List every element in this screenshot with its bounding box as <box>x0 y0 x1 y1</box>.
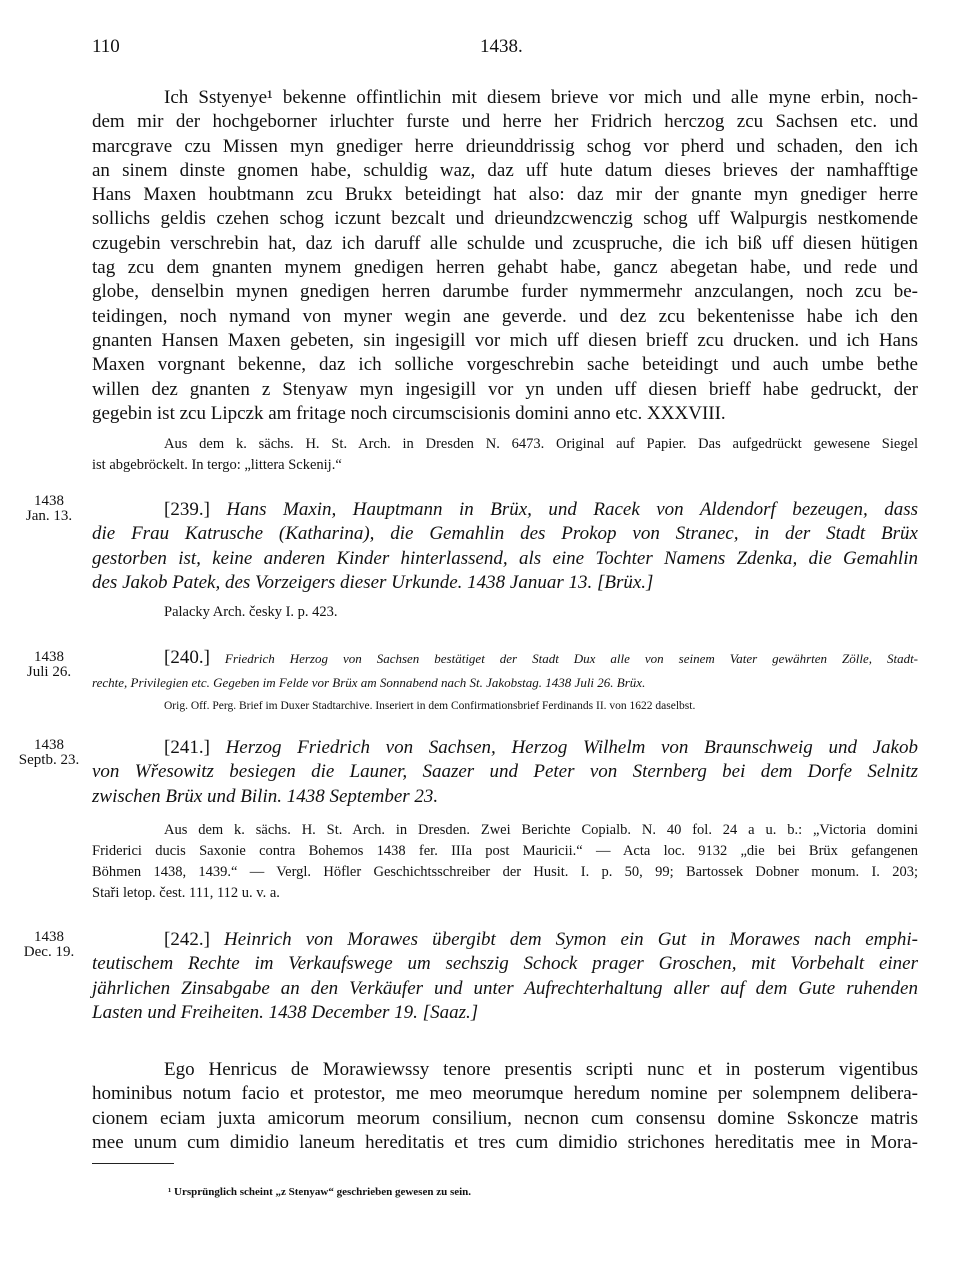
page-number: 110 <box>92 36 120 57</box>
text-line: teidingen, noch nymand von myner wegin ane geverde. und dez zcu bekentenisse habe ich den <box>92 305 918 327</box>
page-year: 1438. <box>480 36 523 57</box>
text-line: willen dez gnanten z Stenyaw myn ingesigill vor yn unden uff diesen brieff habe gedruckt, der <box>92 378 918 400</box>
entry-242-summary <box>92 928 918 1025</box>
source-line: Aus dem k. sächs. H. St. Arch. in Dresden. Zwei Berichte Copialb. N. 40 fol. 24 a u. b.: „Victoria domini <box>164 822 918 838</box>
entry-241-source <box>92 820 918 904</box>
source-line: Orig. Off. Perg. Brief im Duxer Stadtarchive. Inseriert in dem Confirmationsbrief Ferdinands II. von 1622 daselbst. <box>164 700 696 712</box>
text-line: an sinem dinste gnomen habe, schuldig waz, daz uff hute datum dieses brieves der namhafftige <box>92 159 918 181</box>
text-line: Ego Henricus de Morawiewssy tenore presentis scripti nunc et in posterum vigentibus <box>164 1059 918 1080</box>
summary-line: Herzog Friedrich von Sachsen, Herzog Wilhelm von Braunschweig und Jakob <box>225 737 918 758</box>
text-line: Ich Sstyenye¹ bekenne offintlichin mit diesem brieve vor mich und alle myne erbin, noch- <box>164 87 918 108</box>
source-line: Böhmen 1438, 1439.“ — Vergl. Höfler Geschichtsschreiber der Husit. I. p. 50, 99; Bartossek Dobner monum. I. 203; <box>92 864 918 880</box>
source-line: ist abgebröckelt. In tergo: „littera Sckenij.“ <box>92 457 342 473</box>
text-line: dem mir der hochgeborner irluchter furste und herre her Fridrich herczog zcu Sachsen etc. und <box>92 111 918 133</box>
summary-line: gestorben ist, keine anderen Kinder hinterlassend, als eine Tochter Namens Zdenka, die Gemahlin <box>92 547 918 569</box>
text-line: marcgrave czu Missen myn gnediger herre drieunddrissig schog vor pherd und schaden, den ich <box>92 135 918 157</box>
summary-line: Hans Maxin, Hauptmann in Brüx, und Racek von Aldendorf bezeugen, dass <box>226 499 918 520</box>
entry-number: [241.] <box>164 737 210 758</box>
summary-line: Heinrich von Morawes übergibt dem Symon ein Gut in Morawes nach emphi- <box>224 929 918 950</box>
text-line: Hans Maxen houbtmann zcu Brukx beteidingt hat also: daz mir der gnante myn gnediger herre <box>92 184 918 206</box>
source-line: Palacky Arch. česky I. p. 423. <box>164 604 338 620</box>
margin-date-239: 1438 Jan. 13. <box>25 493 73 524</box>
summary-line: teutischem Rechte im Verkaufswege um sechszig Schock prager Groschen, mit Vorbehalt einer <box>92 953 918 975</box>
text-line: gegebin ist zcu Lipczk am fritage noch circumscisionis domini anno etc. XXXVIII. <box>92 402 726 424</box>
text-line: Maxen vorgnant bekenne, daz ich solliche vorgeschrebin sache beteidingt und auch umbe bethe <box>92 354 918 376</box>
document-242-text <box>92 1058 918 1155</box>
text-line: sollichs geldis czehen schog iczunt bezcalt und drieundzcwenczig schog uff Walpurgis nestkomende <box>92 208 918 230</box>
entry-number: [242.] <box>164 929 210 950</box>
summary-line: Friedrich Herzog von Sachsen bestätiget der Stadt Dux alle von seinem Vater gewährten Zölle, Stadt- <box>224 651 919 666</box>
text-line: cionem eciam juxta amicorum meorum consilium, necnon cum consensu domine Sskoncze matris <box>92 1107 918 1129</box>
footnote: ¹ Ursprünglich scheint „z Stenyaw“ geschrieben gewesen zu sein. <box>168 1186 472 1198</box>
text-line: tag zcu dem gnanten mynem gnedigen herren gehabt habe, gancz abegetan habe, und rede und <box>92 257 918 279</box>
source-line: Friderici ducis Saxonie contra Bohemos 1438 fer. IIIa post Mauricii.“ — Acta loc. 9132 „die bei Brüx gefangenen <box>92 843 918 859</box>
summary-line: die Frau Katrusche (Katharina), die Gemahlin des Prokop von Stranec, in der Stadt Brüx <box>92 523 918 545</box>
entry-240-source <box>92 698 918 714</box>
source-line: Aus dem k. sächs. H. St. Arch. in Dresden N. 6473. Original auf Papier. Das aufgedrückt gewesene Siegel <box>164 436 918 452</box>
source-line: Staři letop. čest. 111, 112 u. v. a. <box>92 885 280 901</box>
entry-241-summary <box>92 736 918 809</box>
margin-date-240: 1438 Juli 26. <box>26 649 72 680</box>
entry-239-source <box>92 602 918 623</box>
entry-239-summary <box>92 498 918 595</box>
summary-line: rechte, Privilegien etc. Gegeben im Felde vor Brüx am Sonnabend nach St. Jakobstag. 1438 Juli 26. Brüx. <box>92 675 646 691</box>
text-line: gnanten Hansen Maxen gebeten, sin ingesigill vor mich uff diesen brieff zcu drucken. und ich Hans <box>92 329 918 351</box>
entry-number: [240.] <box>164 647 210 668</box>
entry-number: [239.] <box>164 499 210 520</box>
text-line: czugebin verschrebin hat, daz ich daruff alle schulde und zcuspruche, die ich biß uff diesen hütigen <box>92 232 918 254</box>
summary-line: zwischen Brüx und Bilin. 1438 September 23. <box>92 785 439 807</box>
text-line: hominibus notum facio et protestor, me meo meorumque heredum nomine per solempnem delibera- <box>92 1083 918 1105</box>
margin-date-242: 1438 Dec. 19. <box>23 929 75 960</box>
document-238-text <box>92 86 918 426</box>
document-238-source <box>92 434 918 476</box>
summary-line: von Wřesowitz besiegen die Launer, Saazer und Peter von Sternberg bei dem Dorfe Selnitz <box>92 761 918 783</box>
text-line: mee unum cum dimidio laneum hereditatis et tres cum dimidio strichones hereditatis mee in Mora- <box>92 1131 918 1153</box>
margin-date-241: 1438 Septb. 23. <box>18 737 80 768</box>
footnote-divider <box>92 1163 174 1164</box>
text-line: globe, denselbin mynen gnedigen herren darumbe furder nymmermehr anzculangen, noch zcu be- <box>92 281 918 303</box>
summary-line: jährlichen Zinsabgabe an den Verkäufer und unter Aufrechterhaltung aller auf dem Gute ruhenden <box>92 977 918 999</box>
entry-240-summary <box>92 646 918 696</box>
summary-line: Lasten und Freiheiten. 1438 December 19. [Saaz.] <box>92 1001 479 1023</box>
summary-line: des Jakob Patek, des Vorzeigers dieser Urkunde. 1438 Januar 13. [Brüx.] <box>92 571 654 593</box>
